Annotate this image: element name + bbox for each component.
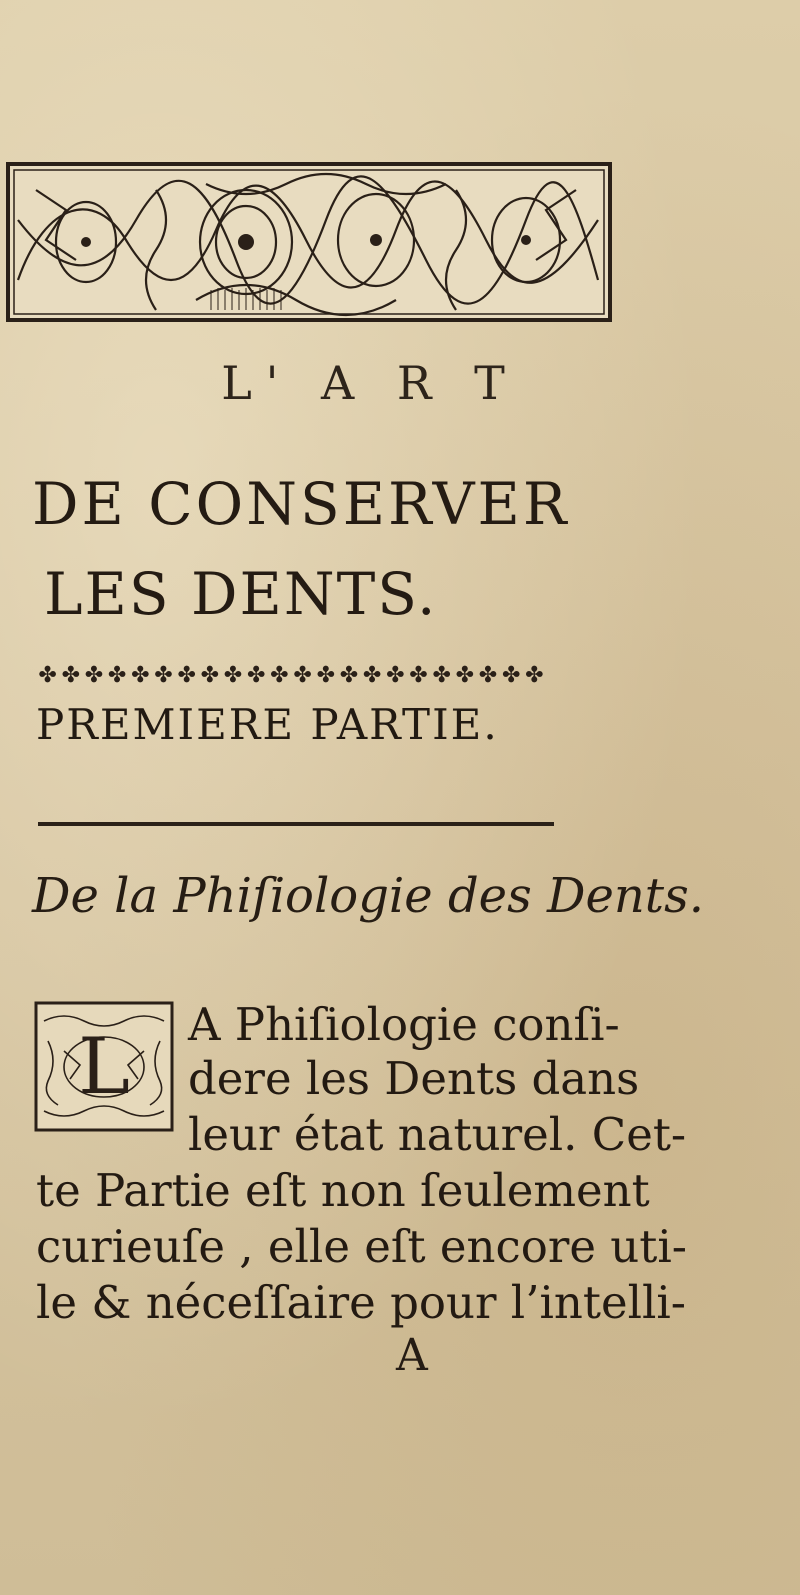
- fleuron-icon: ✤: [293, 663, 312, 688]
- title-line-lart: L' A R T: [221, 356, 519, 410]
- fleuron-icon: ✤: [339, 663, 359, 688]
- chapter-title: De la Phiſiologie des Dents.: [32, 868, 704, 924]
- fleuron-icon: ✤: [223, 663, 243, 688]
- drop-cap-letter: L: [78, 1022, 130, 1112]
- fleuron-icon: ✤: [525, 663, 544, 688]
- fleuron-icon: ✤: [131, 663, 150, 688]
- body-line-2: dere les Dents dans: [188, 1052, 640, 1105]
- fleuron-icon: ✤: [316, 663, 336, 688]
- fleuron-icon: ✤: [177, 663, 196, 688]
- fleuron-icon: ✤: [432, 663, 451, 688]
- fleuron-icon: ✤: [409, 663, 428, 688]
- fleuron-icon: ✤: [478, 663, 498, 688]
- decorated-drop-cap: [34, 1001, 174, 1132]
- body-line-6: le & néceſſaire pour l’intelli-: [36, 1276, 686, 1329]
- fleuron-icon: ✤: [107, 663, 127, 688]
- decorative-headpiece: [6, 160, 612, 323]
- signature-mark: A: [396, 1330, 428, 1381]
- fleuron-icon: ✤: [455, 663, 475, 688]
- body-line-4: te Partie eſt non ſeulement: [36, 1164, 650, 1217]
- fleuron-icon: ✤: [200, 663, 220, 688]
- fleuron-icon: ✤: [270, 663, 289, 688]
- fleuron-icon: ✤: [84, 663, 104, 688]
- fleuron-icon: ✤: [61, 663, 81, 688]
- fleuron-icon: ✤: [501, 663, 521, 688]
- fleuron-icon: ✤: [386, 663, 405, 688]
- horizontal-rule: [38, 822, 554, 826]
- fleuron-ornament-row: [36, 656, 546, 690]
- body-line-1: A Phiſiologie conſi-: [188, 998, 620, 1051]
- body-line-3: leur état naturel. Cet-: [188, 1108, 687, 1161]
- fleuron-icon: ✤: [362, 663, 382, 688]
- title-line-de-conserver: DE CONSERVER: [32, 470, 570, 538]
- title-line-les-dents: LES DENTS.: [44, 560, 438, 628]
- section-heading: PREMIERE PARTIE.: [36, 700, 499, 749]
- fleuron-icon: ✤: [38, 663, 57, 688]
- body-line-5: curieuſe , elle eſt encore uti-: [36, 1220, 687, 1273]
- fleuron-icon: ✤: [154, 663, 173, 688]
- fleuron-icon: ✤: [246, 663, 266, 688]
